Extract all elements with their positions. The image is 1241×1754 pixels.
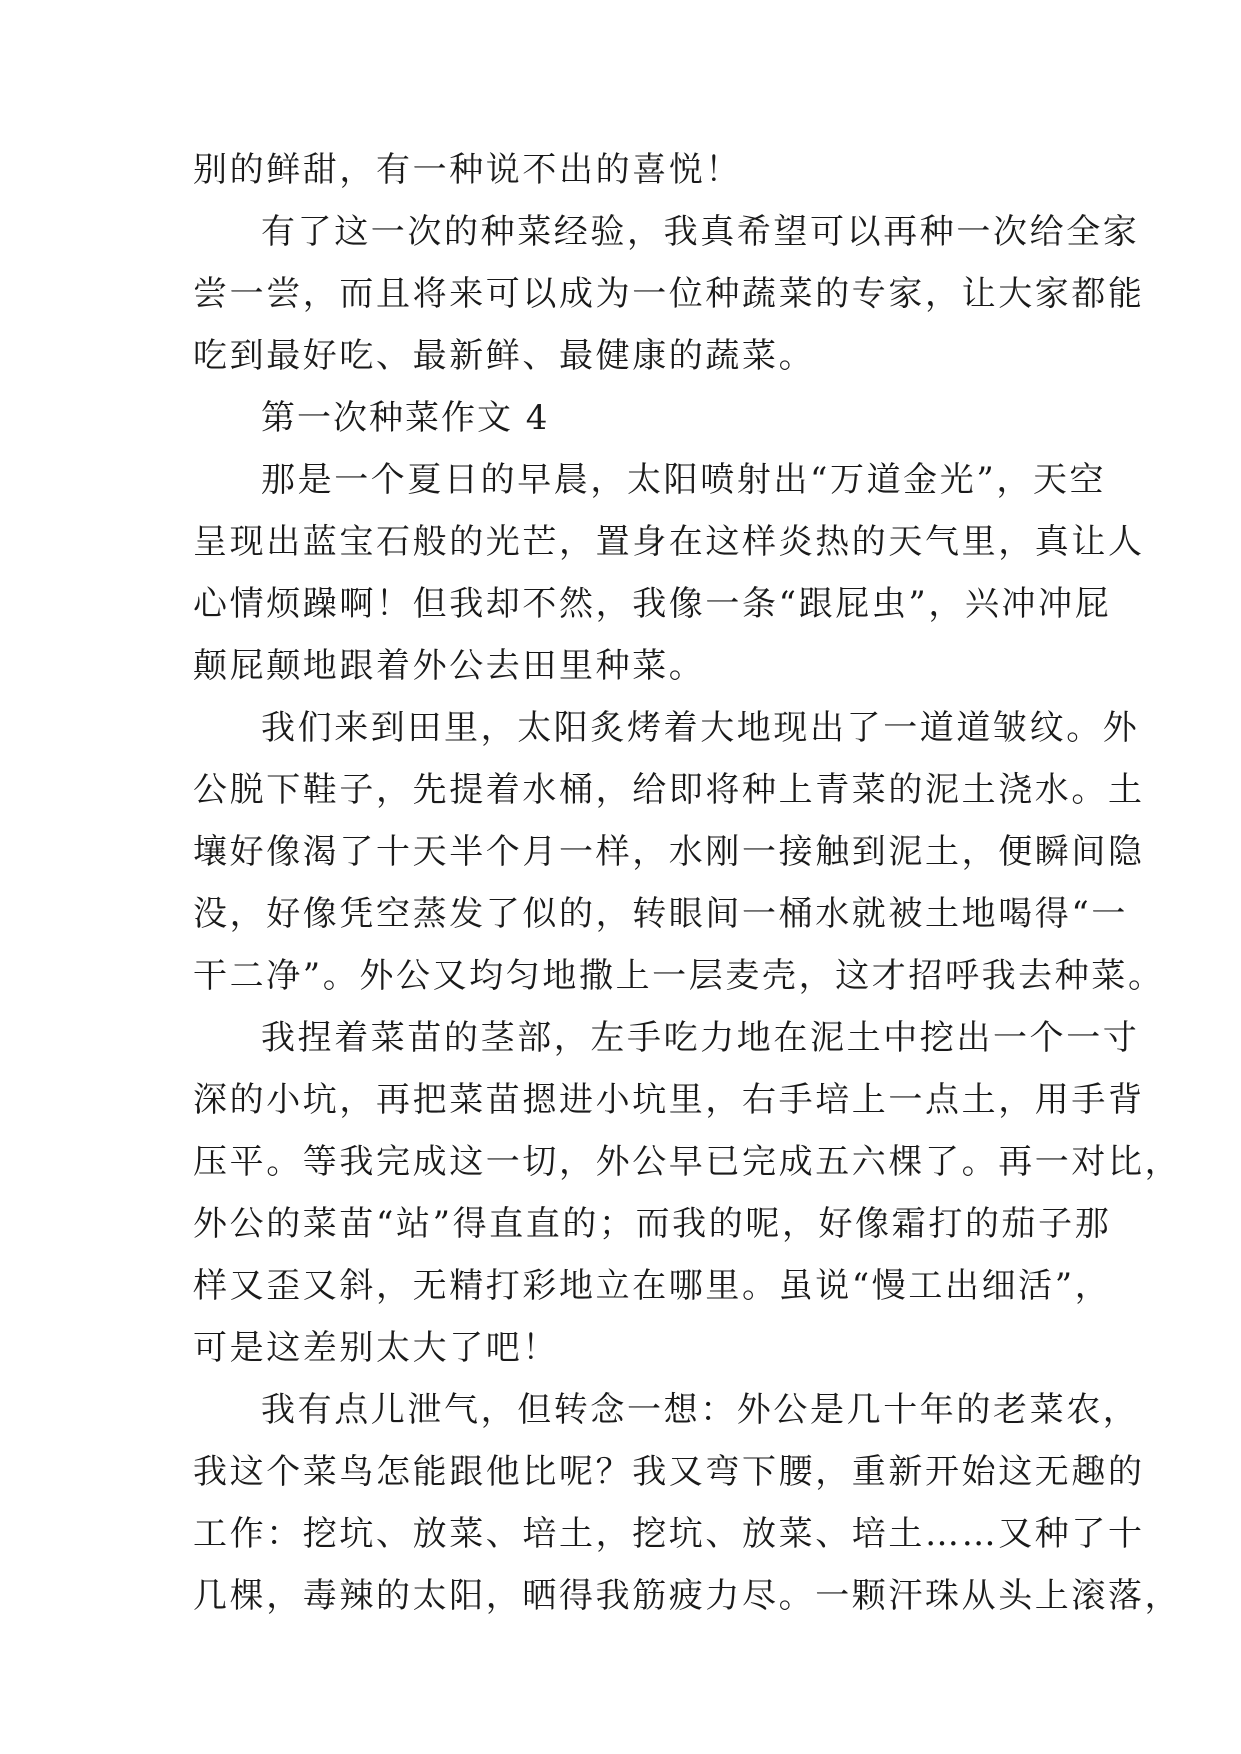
- text-line: 吃到最好吃、最新鲜、最健康的蔬菜。: [193, 336, 816, 376]
- text-line: 样又歪又斜，无精打彩地立在哪里。虽说“慢工出细活”，: [193, 1266, 1112, 1306]
- text-line: 颠屁颠地跟着外公去田里种菜。: [193, 646, 706, 686]
- text-line: 几棵，毒辣的太阳，晒得我筋疲力尽。一颗汗珠从头上滚落，: [193, 1576, 1182, 1616]
- section-heading: 第一次种菜作文 4: [261, 398, 550, 438]
- text-line: 我这个菜鸟怎能跟他比呢？我又弯下腰，重新开始这无趣的: [193, 1452, 1145, 1492]
- text-line: 别的鲜甜，有一种说不出的喜悦！: [193, 150, 742, 190]
- paragraph-first-line: 那是一个夏日的早晨，太阳喷射出“万道金光”，天空: [261, 460, 1107, 500]
- text-line: 心情烦躁啊！但我却不然，我像一条“跟屁虫”，兴冲冲屁: [193, 584, 1112, 624]
- text-line: 可是这差别太大了吧！: [193, 1328, 559, 1368]
- paragraph-first-line: 我有点儿泄气，但转念一想：外公是几十年的老菜农，: [261, 1390, 1140, 1430]
- paragraph-first-line: 我们来到田里，太阳炙烤着大地现出了一道道皱纹。外: [261, 708, 1140, 748]
- text-line: 干二净”。外公又均匀地撒上一层麦壳，这才招呼我去种菜。: [193, 956, 1165, 996]
- text-line: 压平。等我完成这一切，外公早已完成五六棵了。再一对比，: [193, 1142, 1182, 1182]
- text-line: 公脱下鞋子，先提着水桶，给即将种上青菜的泥土浇水。土: [193, 770, 1145, 810]
- text-line: 工作：挖坑、放菜、培土，挖坑、放菜、培土……又种了十: [193, 1514, 1145, 1554]
- text-line: 尝一尝，而且将来可以成为一位种蔬菜的专家，让大家都能: [193, 274, 1145, 314]
- text-line: 壤好像渴了十天半个月一样，水刚一接触到泥土，便瞬间隐: [193, 832, 1145, 872]
- paragraph-first-line: 我捏着菜苗的茎部，左手吃力地在泥土中挖出一个一寸: [261, 1018, 1140, 1058]
- text-line: 外公的菜苗“站”得直直的；而我的呢，好像霜打的茄子那: [193, 1204, 1112, 1244]
- paragraph-first-line: 有了这一次的种菜经验，我真希望可以再种一次给全家: [261, 212, 1140, 252]
- text-line: 呈现出蓝宝石般的光芒，置身在这样炎热的天气里，真让人: [193, 522, 1145, 562]
- text-line: 没，好像凭空蒸发了似的，转眼间一桶水就被土地喝得“一: [193, 894, 1128, 934]
- text-line: 深的小坑，再把菜苗摁进小坑里，右手培上一点土，用手背: [193, 1080, 1145, 1120]
